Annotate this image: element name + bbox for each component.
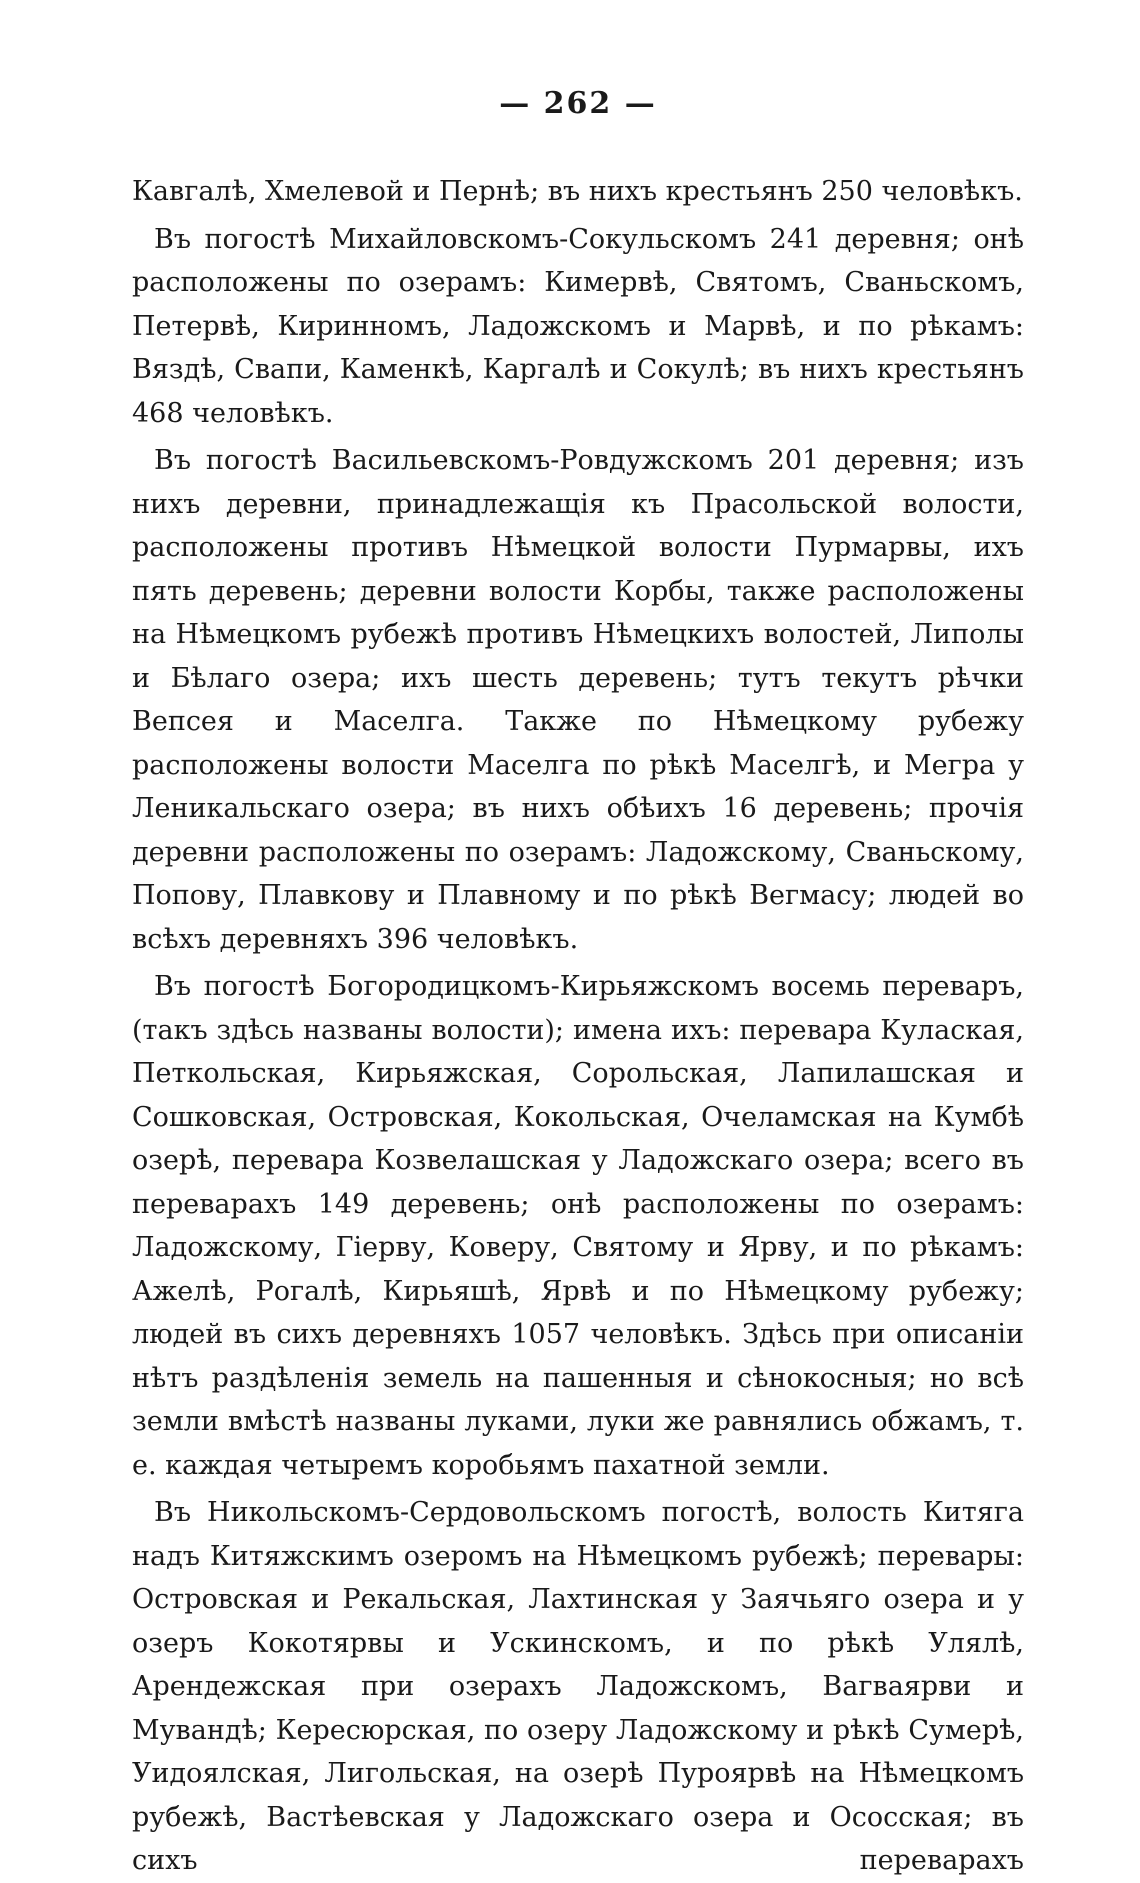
paragraph-4: Въ погостѣ Богородицкомъ-Кирьяжскомъ восемь переваръ, (такъ здѣсь названы волости); имена ихъ: перевара Кулаская, Петкольская, Кирьяжская, Сорольская, Лапилашская и Сошковская, Островская, Кокольская, Очеламская на Кумбѣ озерѣ, перевара Козвелашская у Ладожскаго озера; всего въ переварахъ 149 деревень; онѣ расположены по озерамъ: Ладожскому, Гіерву, Коверу, Святому и Ярву, и по рѣкамъ: Ажелѣ, Рогалѣ, Кирьяшѣ, Ярвѣ и по Нѣмецкому рубежу; людей въ сихъ деревняхъ 1057 человѣкъ. Здѣсь при описаніи нѣтъ раздѣленія земель на пашенныя и сѣнокосныя; но всѣ земли вмѣстѣ названы луками, луки же равнялись обжамъ, т. е. каждая четыремъ коробьямъ пахатной земли. bbox=[132, 971, 1024, 1481]
paragraph-3: Въ погостѣ Васильевскомъ-Ровдужскомъ 201 деревня; изъ нихъ деревни, принадлежащія къ Прасольской волости, расположены противъ Нѣмецкой волости Пурмарвы, ихъ пять деревень; деревни волости Корбы, также расположены на Нѣмецкомъ рубежѣ противъ Нѣмецкихъ волостей, Липолы и Бѣлаго озера; ихъ шесть деревень; тутъ текутъ рѣчки Вепсея и Маселга. Также по Нѣмецкому рубежу расположены волости Маселга по рѣкѣ Маселгѣ, и Мегра у Леникальскаго озера; въ нихъ обѣихъ 16 деревень; прочія деревни расположены по озерамъ: Ладожскому, Сваньскому, Попову, Плавкову и Плавному и по рѣкѣ Вегмасу; людей во всѣхъ деревняхъ 396 человѣкъ. bbox=[132, 445, 1024, 955]
page-number: — 262 — bbox=[499, 86, 657, 121]
book-page bbox=[132, 84, 1024, 1876]
paragraph-1: Кавгалѣ, Хмелевой и Пернѣ; въ нихъ крестьянъ 250 человѣкъ. bbox=[132, 176, 1023, 207]
paragraph-2: Въ погостѣ Михайловскомъ-Сокульскомъ 241 деревня; онѣ расположены по озерамъ: Кимервѣ, Святомъ, Сваньскомъ, Петервѣ, Киринномъ, Ладожскомъ и Марвѣ, и по рѣкамъ: Вяздѣ, Свапи, Каменкѣ, Каргалѣ и Сокулѣ; въ нихъ крестьянъ 468 человѣкъ. bbox=[132, 223, 1024, 429]
paragraph-5: Въ Никольскомъ-Сердовольскомъ погостѣ, волость Китяга надъ Китяжскимъ озеромъ на Нѣмецкомъ рубежѣ; перевары: Островская и Рекальская, Лахтинская у Заячьяго озера и у озеръ Кокотярвы и Ускинскомъ, и по рѣкѣ Улялѣ, Арендежская при озерахъ Ладожскомъ, Вагваярви и Мувандѣ; Кересюрская, по озеру Ладожскому и рѣкѣ Сумерѣ, Уидоялская, Лигольская, на озерѣ Пуроярвѣ на Нѣмецкомъ рубежѣ, Вастѣевская у Ладожскаго озера и Ососская; въ сихъ переварахъ bbox=[132, 1497, 1024, 1876]
